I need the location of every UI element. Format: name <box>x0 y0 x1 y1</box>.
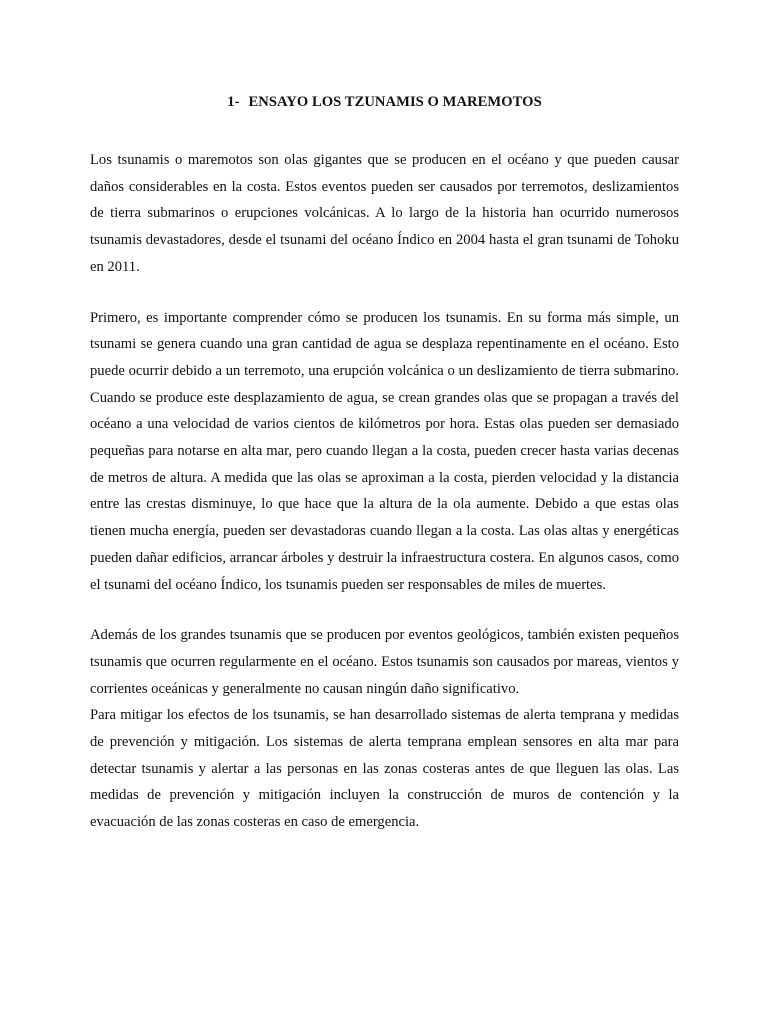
paragraph-formation: Primero, es importante comprender cómo se producen los tsunamis. En su forma más simple, un tsunami se genera cuando una gran cantidad de agua se desplaza repentinamente en el océano. Esto puede ocurrir debido a un terremoto, una erupción volcánica o un deslizamiento de tierra submarino. Cuando se produce este desplazamiento de agua, se crean grandes olas que se propagan a través del océano a una velocidad de varios cientos de kilómetros por hora. Estas olas pueden ser demasiado pequeñas para notarse en alta mar, pero cuando llegan a la costa, pueden crecer hasta varias decenas de metros de altura. A medida que las olas se aproximan a la costa, pierden velocidad y la distancia entre las crestas disminuye, lo que hace que la altura de la ola aumente. Debido a que estas olas tienen mucha energía, pueden ser devastadoras cuando llegan a la costa. Las olas altas y energéticas pueden dañar edificios, arrancar árboles y destruir la infraestructura costera. En algunos casos, como el tsunami del océano Índico, los tsunamis pueden ser responsables de miles de muertes. <box>90 309 679 593</box>
title-text: ENSAYO LOS TZUNAMIS O MAREMOTOS <box>248 94 542 110</box>
document-title <box>90 93 679 111</box>
paragraph-gap <box>90 598 679 622</box>
title-number: 1- <box>227 94 240 110</box>
paragraph-mitigation: Para mitigar los efectos de los tsunamis, se han desarrollado sistemas de alerta temprana y medidas de prevención y mitigación. Los sistemas de alerta temprana emplean sensores en alta mar para detectar tsunamis y alertar a las personas en las zonas costeras antes de que lleguen las olas. Las medidas de prevención y mitigación incluyen la construcción de muros de contención y la evacuación de las zonas costeras en caso de emergencia. <box>90 707 679 831</box>
paragraph-intro: Los tsunamis o maremotos son olas gigantes que se producen en el océano y que pueden causar daños considerables en la costa. Estos eventos pueden ser causados por terremotos, deslizamientos de tierra submarinos o erupciones volcánicas. A lo largo de la historia han ocurrido numerosos tsunamis devastadores, desde el tsunami del océano Índico en 2004 hasta el gran tsunami de Tohoku en 2011. <box>90 152 679 275</box>
paragraph-small-tsunamis: Además de los grandes tsunamis que se producen por eventos geológicos, también existen pequeños tsunamis que ocurren regularmente en el océano. Estos tsunamis son causados por mareas, vientos y corrientes oceánicas y generalmente no causan ningún daño significativo. <box>90 627 679 697</box>
paragraph-gap <box>90 281 679 305</box>
